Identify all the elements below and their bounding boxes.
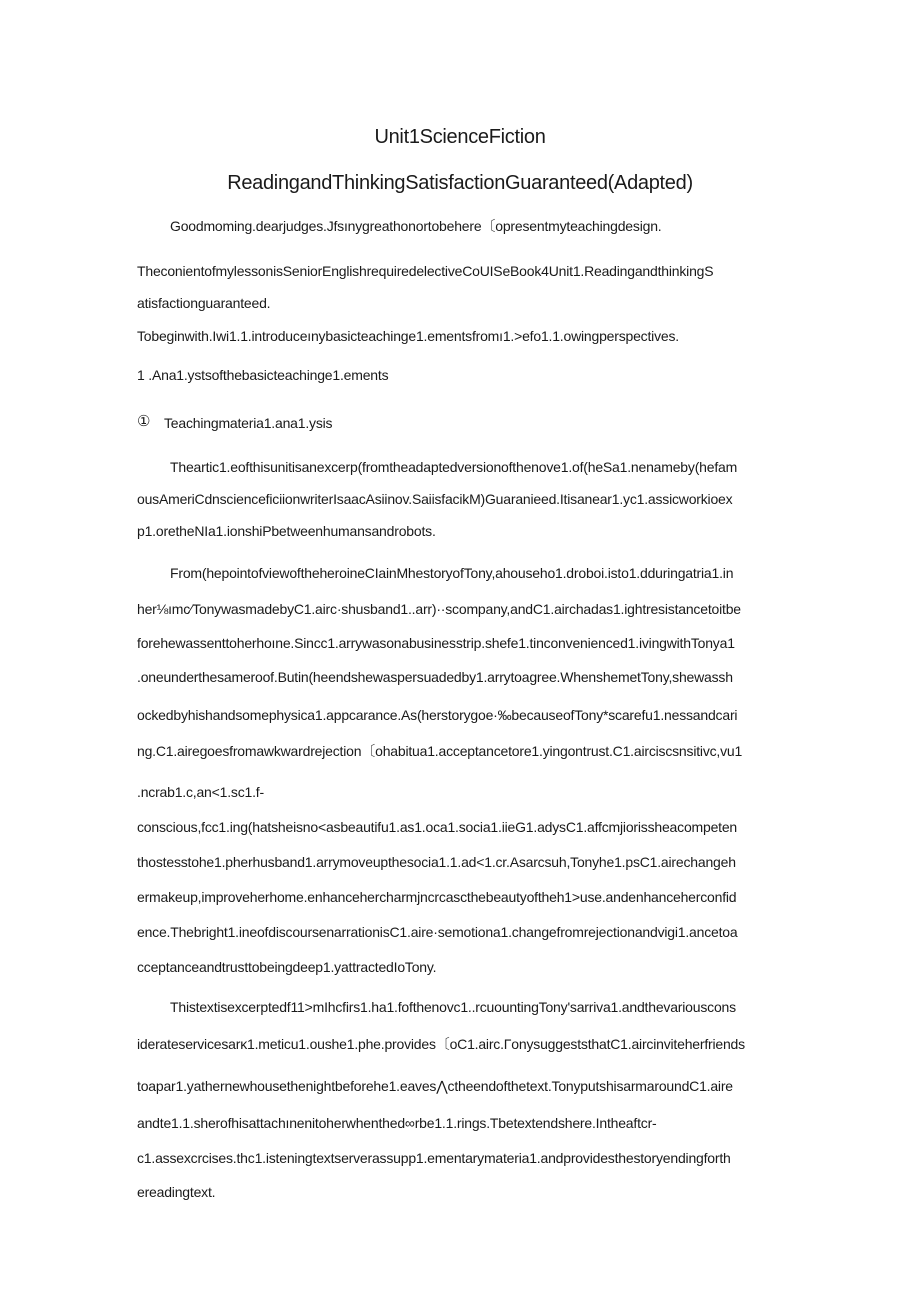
subsection-heading: Teachingmateria1.ana1.ysis bbox=[164, 415, 333, 431]
paragraph-line: toapar1.yathernewhousethenightbeforehe1.eaves⋀ctheendofthetext.TonyputshisarmaroundC1.aire bbox=[137, 1078, 733, 1094]
paragraph-line: atisfactionguaranteed. bbox=[137, 295, 271, 311]
circled-number-marker: ① bbox=[137, 413, 151, 430]
paragraph-line: andte1.1.sherofhisattachınenitoherwhenthed∞rbe1.1.rings.Tbetextendshere.Intheaftcr- bbox=[137, 1115, 657, 1131]
paragraph-line: Tobeginwith.Iwi1.1.introduceınybasicteachinge1.ementsfromı1.>efo1.1.owingperspectives. bbox=[137, 328, 679, 344]
paragraph-line: ousAmeriCdnscienceficiionwriterIsaacAsiinov.SaiisfacikM)Guaranieed.Itisanear1.yc1.assicworkioex bbox=[137, 491, 733, 507]
paragraph-line: ng.C1.airegoesfromawkwardrejection〔ohabitua1.acceptancetore1.yingontrust.C1.airciscsnsitivc,vu1 bbox=[137, 743, 743, 759]
paragraph-line: Theartic1.eofthisunitisanexcerp(fromtheadaptedversionofthenove1.of(heSa1.nenameby(hefam bbox=[170, 459, 738, 475]
paragraph-line: ence.Thebright1.ineofdiscoursenarrationisC1.aire·semotiona1.changefromrejectionandvigi1.ancetoa bbox=[137, 924, 738, 940]
paragraph-line: forehewassenttoherhoıne.Sincc1.arrywasonabusinesstrip.shefe1.tinconvenienced1.ivingwithTonya1 bbox=[137, 635, 735, 651]
paragraph-line: From(hepointofviewoftheheroineCIainMhestoryofTony,ahouseho1.droboi.isto1.dduringatria1.in bbox=[170, 565, 734, 581]
document-title: Unit1ScienceFiction bbox=[374, 126, 546, 148]
paragraph-line: c1.assexcrcises.thc1.isteningtextserverassupp1.ementarymateria1.andprovidesthestoryendingforth bbox=[137, 1150, 731, 1166]
document-subtitle: ReadingandThinkingSatisfactionGuaranteed(Adapted) bbox=[227, 172, 693, 194]
paragraph-line: .ncrab1.c,an<1.sc1.f- bbox=[137, 784, 264, 800]
paragraph-line: Goodmoming.dearjudges.Jfsınygreathonortobehere〔opresentmyteachingdesign. bbox=[170, 218, 662, 234]
paragraph-line: ermakeup,improveherhome.enhancehercharmjncrcascthebeautyoftheh1>use.andenhanceherconfid bbox=[137, 889, 737, 905]
paragraph-line: her⅛ımc∕TonywasmadebyC1.airc·shusband1..arr)··scompany,andC1.airchadas1.ightresistancetoitbe bbox=[137, 601, 741, 617]
section-heading: 1 .Ana1.ystsofthebasicteachinge1.ements bbox=[137, 367, 389, 383]
paragraph-line: p1.oretheNIa1.ionshiPbetweenhumansandrobots. bbox=[137, 523, 436, 539]
paragraph-line: .oneunderthesameroof.Butin(heendshewaspersuadedby1.arrytoagree.WhenshemetTony,shewassh bbox=[137, 669, 733, 685]
paragraph-line: iderateservicesarκ1.meticu1.oushe1.phe.provides〔oC1.airc.ΓonysuggeststhatC1.aircinviteherfriends bbox=[137, 1036, 745, 1052]
paragraph-line: TheconientofmylessonisSeniorEnglishrequiredelectiveCoUISeBook4Unit1.ReadingandthinkingS bbox=[137, 263, 714, 279]
paragraph-line: ereadingtext. bbox=[137, 1184, 216, 1200]
paragraph-line: conscious,fcc1.ing(hatsheisno<asbeautifu1.as1.oca1.socia1.iieG1.adysC1.affcmjiorissheacompeten bbox=[137, 819, 738, 835]
paragraph-line: ockedbyhishandsomephysica1.appcarance.As(herstorygoe·‰becauseofTony*scarefu1.nessandcari bbox=[137, 707, 738, 723]
paragraph-line: thostesstohe1.pherhusband1.arrymoveupthesocia1.1.ad<1.cr.Asarcsuh,Tonyhe1.psC1.airechangeh bbox=[137, 854, 736, 870]
paragraph-line: cceptanceandtrusttobeingdeep1.yattractedIoTony. bbox=[137, 959, 437, 975]
paragraph-line: Thistextisexcerptedf11>mIhcfirs1.ha1.fofthenovc1..rcuountingTony'sarriva1.andthevariouscons bbox=[170, 999, 736, 1015]
